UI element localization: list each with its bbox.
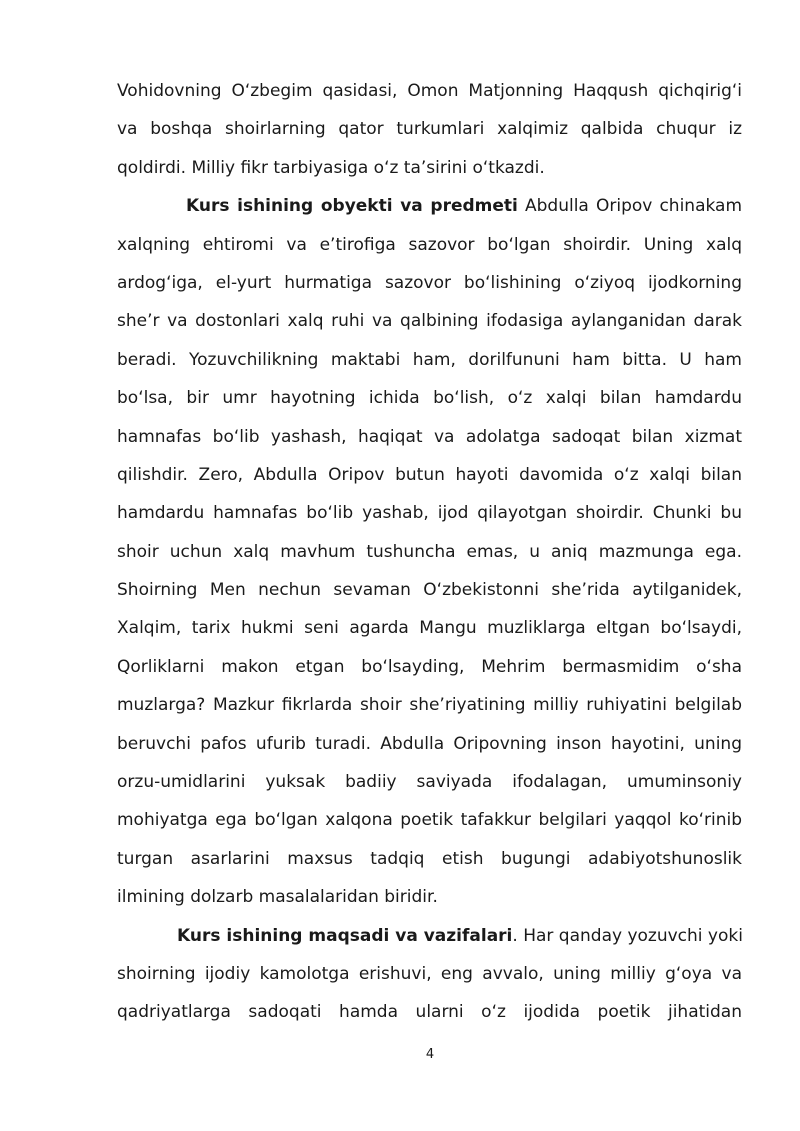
text-line: ardog‘iga, el-yurt hurmatiga sazovor bo‘lishining o‘ziyoq ijodkorning [117,272,742,293]
text-line: Xalqim, tarix hukmi seni agarda Mangu muzliklarga eltgan bo‘lsaydi, [117,618,742,639]
paragraph-start [117,187,742,225]
text-line: mohiyatga ega bo‘lgan xalqona poetik tafakkur belgilari yaqqol ko‘rinib [117,810,742,831]
text-line: va boshqa shoirlarning qator turkumlari xalqimiz qalbida chuqur iz [117,119,742,140]
text-line: she’r va dostonlari xalq ruhi va qalbining ifodasiga aylanganidan darak [117,311,742,332]
text-line: qilishdir. Zero, Abdulla Oripov butun hayoti davomida o‘z xalqi bilan [117,464,742,485]
text-line: Vohidovning O‘zbegim qasidasi, Omon Matjonning Haqqush qichqirig‘i [117,81,742,101]
page-number: 4 [425,1047,435,1062]
text-line: turgan asarlarini maxsus tadqiq etish bugungi adabiyotshunoslik [117,848,742,869]
text-line: beruvchi pafos ufurib turadi. Abdulla Oripovning inson hayotini, uning [117,733,742,754]
text-line: shoir uchun xalq mavhum tushuncha emas, u aniq mazmunga ega. [117,541,742,562]
document-body [117,72,742,1032]
section-heading-object: Kurs ishining obyekti va predmeti [186,196,518,217]
text-line: shoirning ijodiy kamolotga erishuvi, eng avvalo, uning milliy g‘oya va [117,963,742,984]
text-line: Qorliklarni makon etgan bo‘lsayding, Mehrim bermasmidim o‘sha [117,656,742,677]
paragraph-start [117,917,742,955]
text-line: ilmining dolzarb masalalaridan biridir. [117,887,438,908]
text-line: . Har qanday yozuvchi yoki [512,925,743,946]
text-line: muzlarga? Mazkur fikrlarda shoir she’riyatining milliy ruhiyatini belgilab [117,695,742,716]
text-line: qoldirdi. Milliy fikr tarbiyasiga o‘z ta’sirini o‘tkazdi. [117,157,545,178]
text-line: hamnafas bo‘lib yashash, haqiqat va adolatga sadoqat bilan xizmat [117,426,742,447]
text-line: Shoirning Men nechun sevaman O‘zbekistonni she’rida aytilganidek, [117,580,742,601]
text-line: xalqning ehtiromi va e’tirofiga sazovor bo‘lgan shoirdir. Uning xalq [117,234,742,255]
text-line: orzu-umidlarini yuksak badiiy saviyada ifodalagan, umuminsoniy [117,772,742,793]
section-heading-purpose: Kurs ishining maqsadi va vazifalari [177,925,513,946]
text-line: beradi. Yozuvchilikning maktabi ham, dorilfununi ham bitta. U ham [117,349,742,370]
text-line: Abdulla Oripov chinakam [525,196,743,217]
text-line: hamdardu hamnafas bo‘lib yashab, ijod qilayotgan shoirdir. Chunki bu [117,503,742,524]
text-line: qadriyatlarga sadoqati hamda ularni o‘z ijodida poetik jihatidan [117,1002,742,1023]
text-line: bo‘lsa, bir umr hayotning ichida bo‘lish, o‘z xalqi bilan hamdardu [117,388,742,409]
